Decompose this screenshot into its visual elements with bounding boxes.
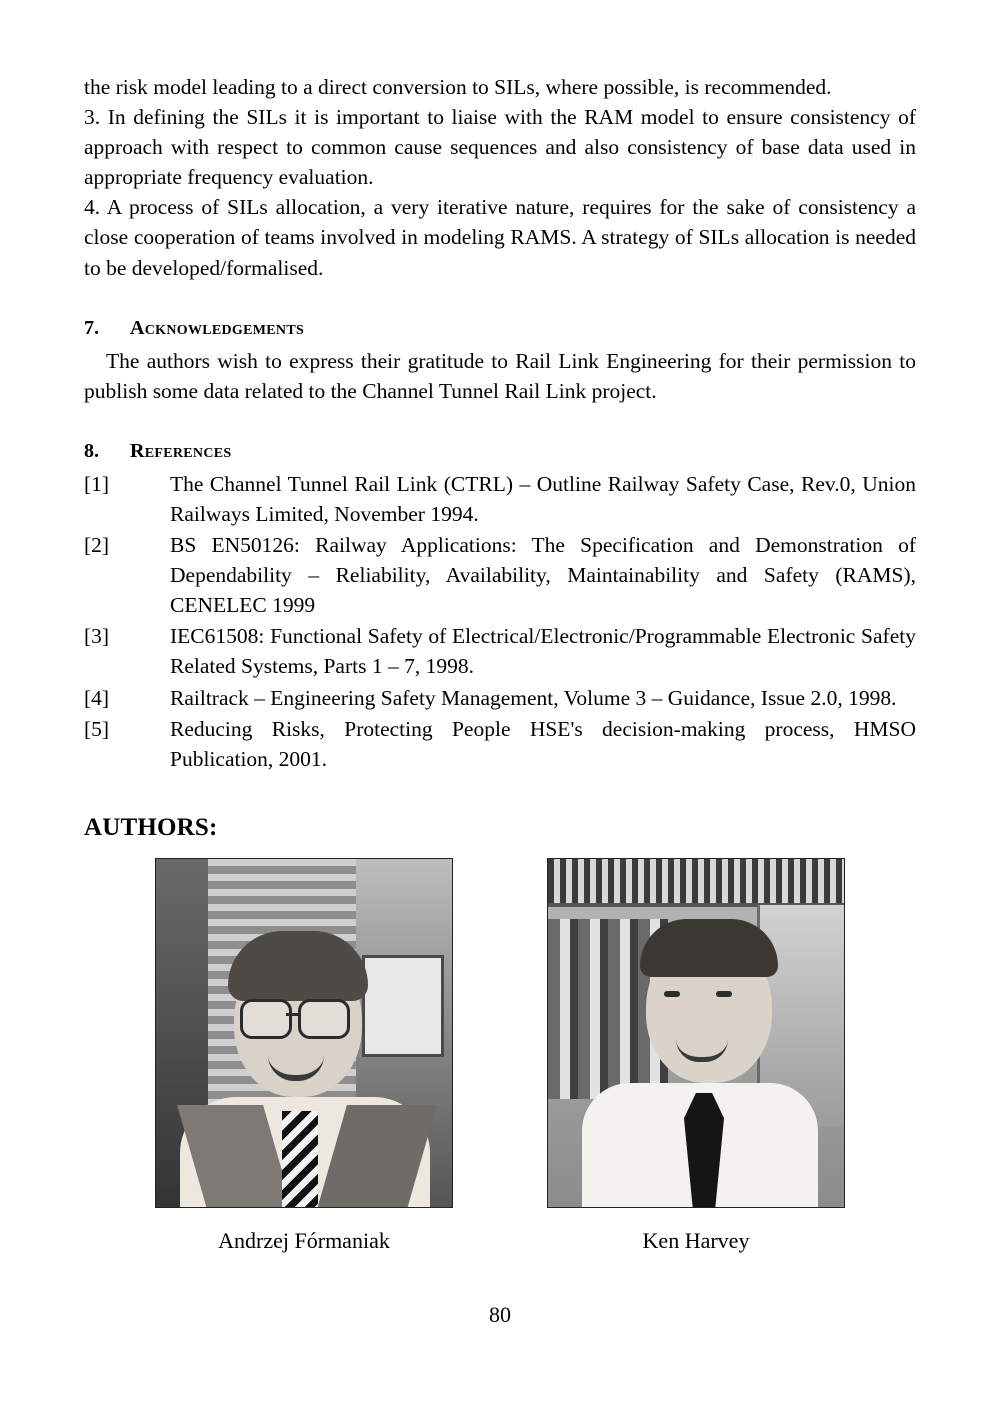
paragraph-item-3: 3. In defining the SILs it is important to liaise with the RAM model to ensure consistency of approach with respect to common cause sequences and also consistency of base data used in appropriate frequency evaluation. [84, 105, 916, 190]
reference-label: [2] [84, 533, 110, 558]
reference-label: [3] [84, 624, 110, 649]
paragraph-continuation: the risk model leading to a direct conversion to SILs, where possible, is recommended. [84, 75, 832, 99]
portrait-photo-ken-harvey [547, 858, 845, 1208]
author-name: Ken Harvey [642, 1227, 750, 1253]
reference-text: IEC61508: Functional Safety of Electrical/Electronic/Programmable Electronic Safety Related Systems, Parts 1 – 7, 1998. [170, 624, 916, 679]
reference-text: BS EN50126: Railway Applications: The Specification and Demonstration of Dependability – Reliability, Availability, Maintainability and Safety (RAMS), CENELEC 1999 [170, 533, 916, 618]
reference-entry [84, 621, 916, 681]
author-block [154, 858, 454, 1254]
author-name: Andrzej Fórmaniak [218, 1227, 390, 1253]
page-content [84, 72, 916, 1254]
section-heading-acknowledgements [84, 317, 916, 340]
section-number: 8. [84, 439, 99, 462]
reference-entry [84, 683, 916, 713]
reference-label: [4] [84, 685, 110, 710]
reference-entry [84, 714, 916, 774]
reference-text: Railtrack – Engineering Safety Management, Volume 3 – Guidance, Issue 2.0, 1998. [170, 685, 897, 710]
reference-text: Reducing Risks, Protecting People HSE's decision-making process, HMSO Publication, 2001. [170, 716, 916, 771]
section-title: Acknowledgements [130, 316, 305, 339]
reference-label: [1] [84, 471, 110, 496]
section-number: 7. [84, 316, 99, 339]
reference-label: [5] [84, 716, 110, 741]
section-title: References [130, 439, 232, 462]
reference-entry [84, 530, 916, 620]
reference-entry [84, 469, 916, 529]
author-photos [84, 858, 916, 1254]
section-heading-references [84, 440, 916, 463]
acknowledgements-paragraph: The authors wish to express their gratitude to Rail Link Engineering for their permission to publish some data related to the Channel Tunnel Rail Link project. [84, 348, 916, 403]
portrait-photo-andrzej-formaniak [155, 858, 453, 1208]
author-block [546, 858, 846, 1254]
page-number: 80 [489, 1302, 511, 1327]
paragraph-item-4: 4. A process of SILs allocation, a very iterative nature, requires for the sake of consistency a close cooperation of teams involved in modeling RAMS. A strategy of SILs allocation is needed to be developed/formalised. [84, 195, 916, 280]
reference-text: The Channel Tunnel Rail Link (CTRL) – Outline Railway Safety Case, Rev.0, Union Railways Limited, November 1994. [170, 471, 916, 526]
reference-list [84, 469, 916, 774]
authors-heading: AUTHORS: [84, 813, 218, 841]
